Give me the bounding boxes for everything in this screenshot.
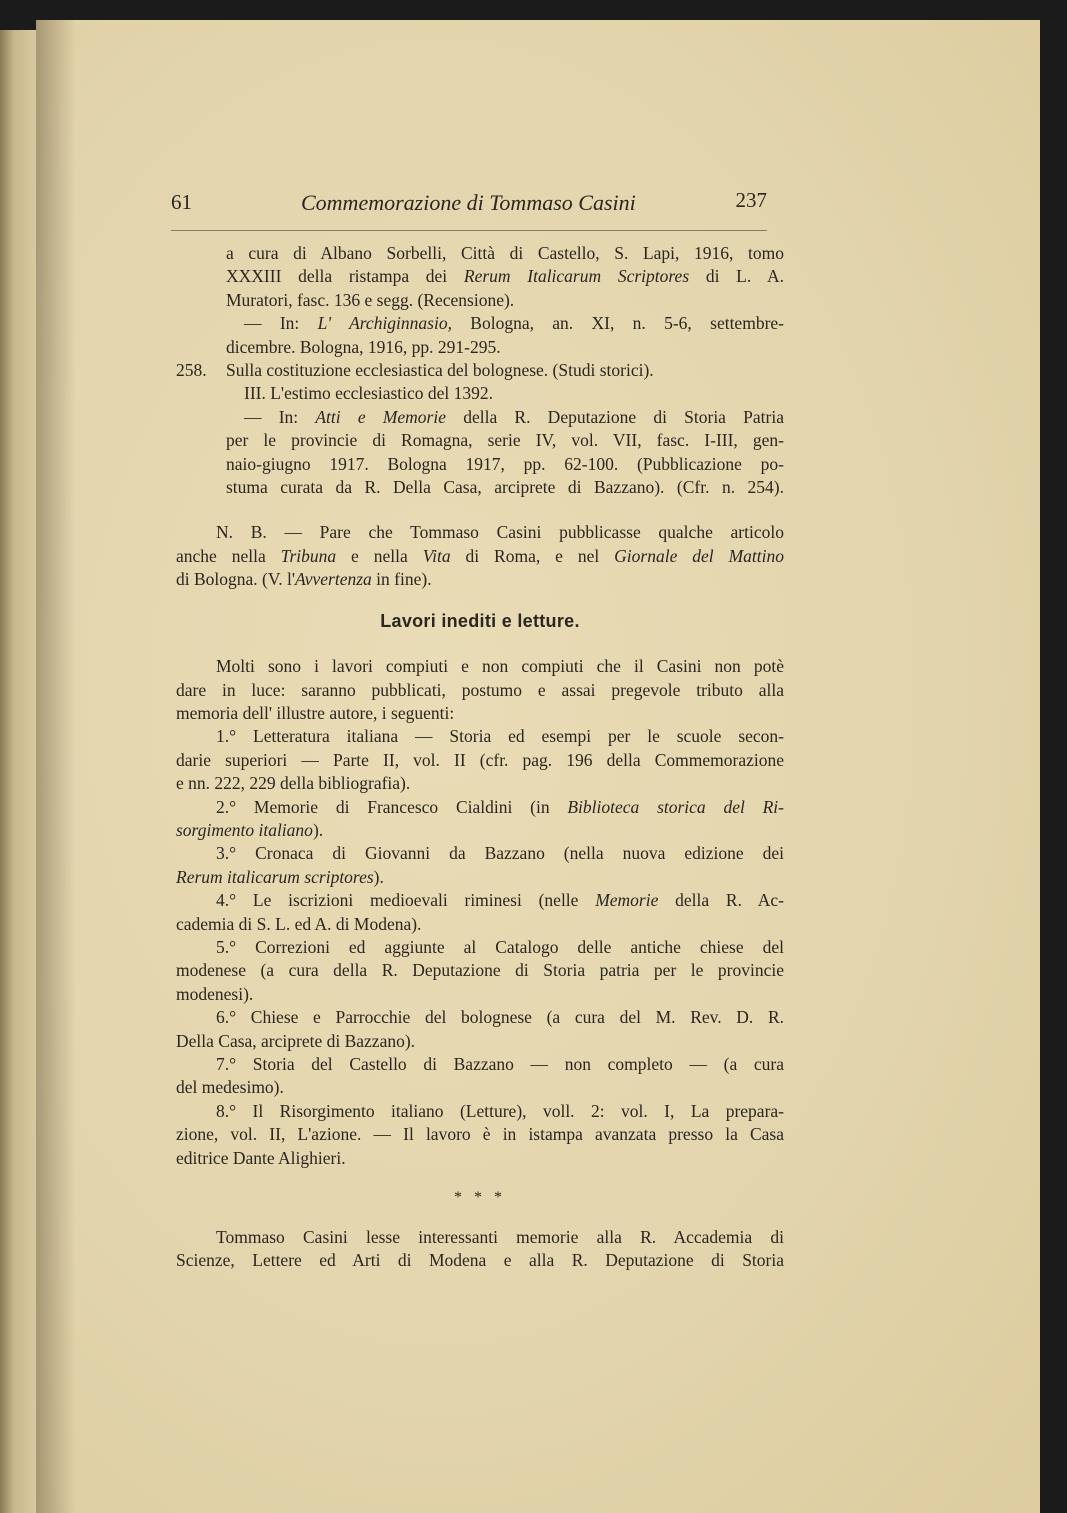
text-line: modenesi). [176,983,254,1004]
text-line: dare in luce: saranno pubblicati, postumo e assai pregevole tributo alla [176,679,784,700]
page-body [176,242,784,1273]
text-line: modenese (a cura della R. Deputazione di Storia patria per le provincie [176,960,784,981]
text-line: Tommaso Casini lesse interessanti memorie alla R. Accademia di [216,1227,784,1248]
text-line: zione, vol. II, L'azione. — Il lavoro è in istampa avanzata presso la Casa [176,1124,784,1145]
text-line: XXXIII della ristampa dei Rerum Italicarum Scriptores di L. A. [226,266,784,287]
header-rule [171,230,767,231]
list-item: 6.° Chiese e Parrocchie del bolognese (a cura del M. Rev. D. R. [216,1007,784,1028]
text-line: Muratori, fasc. 136 e segg. (Recensione). [226,289,515,310]
closing-paragraph [176,1226,784,1273]
book-page [36,20,1040,1513]
text-line: anche nella Tribuna e nella Vita di Roma, e nel Giornale del Mattino [176,545,785,566]
bibliography-entry-258 [176,359,784,499]
text-line: 258. Sulla costituzione ecclesiastica del bolognese. (Studi storici). [226,359,784,382]
page-number: 237 [735,188,767,212]
running-title: Commemorazione di Tommaso Casini [301,190,636,215]
spacer [176,499,784,521]
text-line: III. L'estimo ecclesiastico del 1392. [244,383,494,404]
text-line: Molti sono i lavori compiuti e non compiuti che il Casini non potè [216,656,784,677]
text-line: del medesimo). [176,1077,284,1098]
text-line: editrice Dante Alighieri. [176,1147,346,1168]
entry-number: 258. [176,360,207,381]
list-item: 3.° Cronaca di Giovanni da Bazzano (nella nuova edizione dei [216,843,784,864]
text-line: stuma curata da R. Della Casa, arciprete di Bazzano). (Cfr. n. 254). [226,477,784,498]
list-item: 1.° Letteratura italiana — Storia ed esempi per le scuole secon- [216,726,784,747]
text-line: Scienze, Lettere ed Arti di Modena e alla R. Deputazione di Storia [176,1250,784,1271]
text-line: dicembre. Bologna, 1916, pp. 291-295. [226,336,501,357]
nota-bene [176,521,784,591]
list-item: 7.° Storia del Castello di Bazzano — non completo — (a cura [216,1054,784,1074]
text-line: Della Casa, arciprete di Bazzano). [176,1030,416,1051]
list-item: 2.° Memorie di Francesco Cialdini (in Biblioteca storica del Ri- [216,796,785,817]
works-list [176,725,784,1170]
folio-left: 61 [171,190,192,214]
text-line: memoria dell' illustre autore, i seguenti: [176,702,455,723]
page-gutter-shadow [36,20,76,1513]
facing-page-edge [0,30,36,1513]
text-line: per le provincie di Romagna, serie IV, vol. VII, fasc. I-III, gen- [226,430,784,451]
list-item: 8.° Il Risorgimento italiano (Letture), voll. 2: vol. I, La prepara- [216,1100,784,1121]
text-line: naio-giugno 1917. Bologna 1917, pp. 62-100. (Pubblicazione po- [226,453,784,474]
text-line: a cura di Albano Sorbelli, Città di Castello, S. Lapi, 1916, tomo [226,243,784,263]
asterism: * * * [454,1189,506,1207]
entry-continuation [176,242,784,359]
running-head [171,170,767,230]
text-line: sorgimento italiano). [176,819,324,840]
text-line: N. B. — Pare che Tommaso Casini pubblicasse qualche articolo [216,522,784,543]
text-line: darie superiori — Parte II, vol. II (cfr. pag. 196 della Commemorazione [176,749,784,770]
text-line: e nn. 222, 229 della bibliografia). [176,773,411,794]
section-heading: Lavori inediti e letture. [380,610,580,631]
text-line: di Bologna. (V. l'Avvertenza in fine). [176,569,432,590]
intro-paragraph [176,655,784,725]
text-line: Rerum italicarum scriptores). [176,866,384,887]
list-item: 5.° Correzioni ed aggiunte al Catalogo delle antiche chiese del [216,936,784,957]
text-line: cademia di S. L. ed A. di Modena). [176,913,422,934]
list-item: 4.° Le iscrizioni medioevali riminesi (nelle Memorie della R. Ac- [216,890,784,911]
text-line: — In: Atti e Memorie della R. Deputazione di Storia Patria [244,406,784,427]
text-line: — In: L' Archiginnasio, Bologna, an. XI, n. 5-6, settembre- [244,313,784,334]
